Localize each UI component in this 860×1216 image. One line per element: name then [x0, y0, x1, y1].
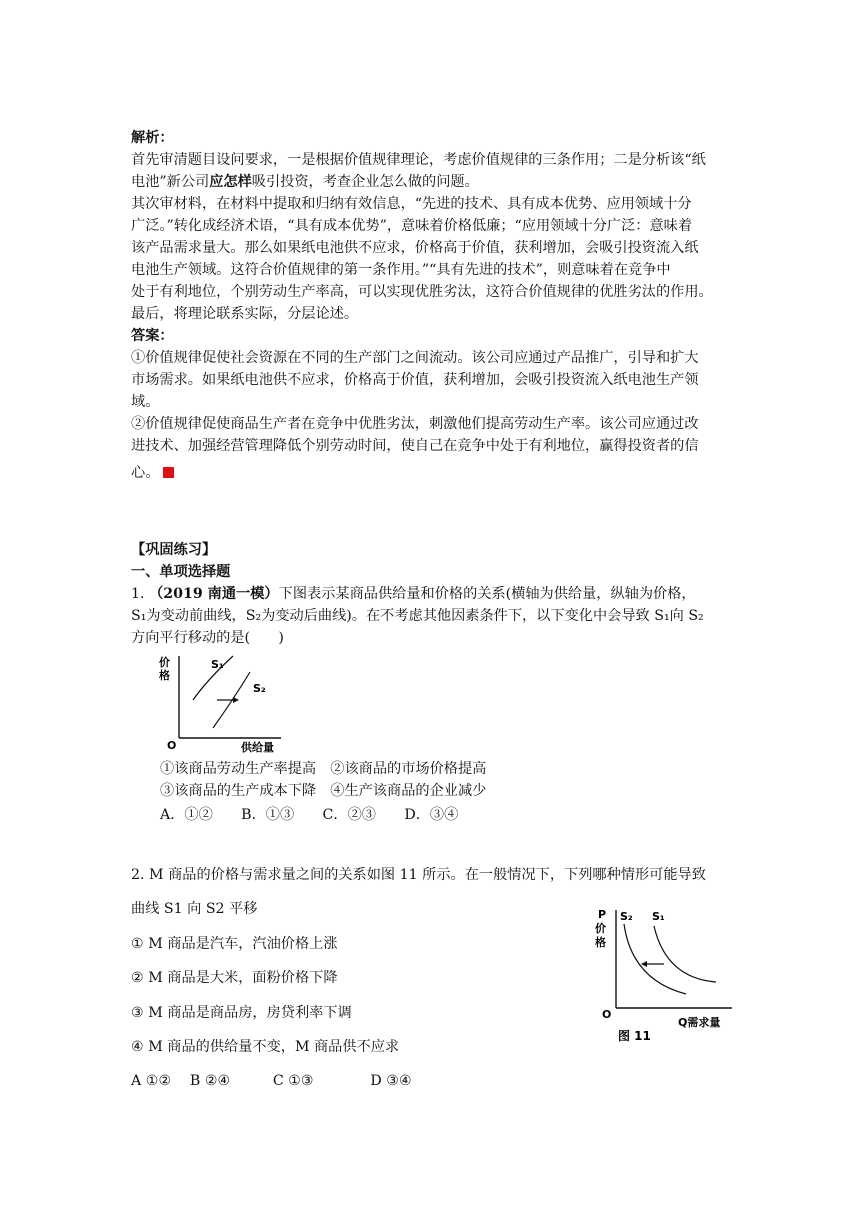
answer-line: 心。: [131, 462, 174, 484]
figure-caption: 图 11: [618, 1029, 651, 1043]
q1-options: ③该商品的生产成本下降 ④生产该商品的企业减少: [160, 783, 487, 799]
q2-option: ④ M 商品的供给量不变，M 商品供不应求: [131, 1039, 400, 1055]
answer-line: 进技术、加强经营管理降低个别劳动时间，使自己在竞争中处于有利地位，赢得投资者的信: [131, 438, 699, 454]
analysis-line: 其次审材料，在材料中提取和归纳有效信息，“先进的技术、具有成本优势、应用领域十分: [131, 196, 692, 212]
q2-ylabel: 价: [595, 922, 606, 935]
q2-choices: A ①② B ②④ C ①③ D ③④: [131, 1073, 412, 1089]
s2-curve: [624, 924, 686, 994]
q2-line: 2. M 商品的价格与需求量之间的关系如图 11 所示。在一般情况下，下列哪种情形可能导致: [131, 867, 706, 883]
analysis-line: 首先审清题目设问要求，一是根据价值规律理论，考虑价值规律的三条作用；二是分析该“纸: [131, 152, 706, 168]
answer-line: ②价值规律促使商品生产者在竞争中优胜劣汰，刺激他们提高劳动生产率。该公司应通过改: [131, 416, 699, 432]
answer-line: 域。: [131, 394, 160, 410]
s1-curve: [654, 926, 716, 982]
q1-line: S₁为变动前曲线，S₂为变动后曲线)。在不考虑其他因素条件下，以下变化中会导致 S₁向 S₂: [131, 608, 704, 624]
q1-xlabel: 供给量: [241, 741, 274, 754]
q2-demand-diagram: [592, 902, 742, 1050]
q1-line: 1. （2019 南通一模）下图表示某商品供给量和价格的关系(横轴为供给量，纵轴为价格，: [131, 586, 696, 602]
section-heading: 一、单项选择题: [131, 564, 231, 580]
analysis-line: 处于有利地位，个别劳动生产率高，可以实现优胜劣汰，这符合价值规律的优胜劣汰的作用。: [131, 284, 713, 300]
q1-options: ①该商品劳动生产率提高 ②该商品的市场价格提高: [160, 761, 487, 777]
q1-choices: A．①② B．①③ C．②③ D．③④: [160, 807, 459, 823]
q2-p-label: P: [598, 908, 607, 921]
s1-label: S₁: [652, 910, 665, 923]
analysis-heading: 解析：: [131, 130, 174, 146]
analysis-line: 电池”新公司应怎样吸引投资，考查企业怎么做的问题。: [131, 174, 479, 190]
s2-label: S₂: [620, 910, 633, 923]
q2-ylabel: 格: [595, 936, 606, 949]
analysis-line: 电池生产领域。这符合价值规律的第一条作用。”“具有先进的技术”，则意味着在竞争中: [131, 262, 671, 278]
answer-line: ①价值规律促使社会资源在不同的生产部门之间流动。该公司应通过产品推广，引导和扩大: [131, 350, 699, 366]
analysis-line: 最后，将理论联系实际，分层论述。: [131, 306, 359, 322]
q1-line: 方向平行移动的是( ): [131, 630, 284, 646]
q2-option: ② M 商品是大米，面粉价格下降: [131, 970, 338, 986]
q1-ylabel: 格: [159, 669, 170, 682]
s1-label: S₁: [211, 658, 224, 671]
q2-xlabel: Q需求量: [678, 1016, 721, 1029]
q2-line: 曲线 S1 向 S2 平移: [131, 901, 258, 917]
q1-supply-diagram: [155, 650, 285, 756]
q2-option: ① M 商品是汽车，汽油价格上涨: [131, 936, 338, 952]
q1-origin: O: [167, 739, 177, 752]
answer-heading: 答案：: [131, 328, 174, 344]
q2-option: ③ M 商品是商品房，房贷利率下调: [131, 1005, 352, 1021]
end-mark-icon: [163, 467, 174, 478]
practice-title: 【巩固练习】: [131, 542, 217, 558]
q2-origin: O: [602, 1008, 612, 1021]
analysis-line: 该产品需求量大。那么如果纸电池供不应求，价格高于价值，获利增加，会吸引投资流入纸: [131, 240, 699, 256]
q1-ylabel: 价: [159, 656, 170, 669]
answer-line: 市场需求。如果纸电池供不应求，价格高于价值，获利增加，会吸引投资流入纸电池生产领: [131, 372, 699, 388]
analysis-line: 广泛。”转化成经济术语，“具有成本优势”，意味着价格低廉；“应用领域十分广泛：意味着: [131, 218, 693, 234]
s2-label: S₂: [253, 682, 266, 695]
